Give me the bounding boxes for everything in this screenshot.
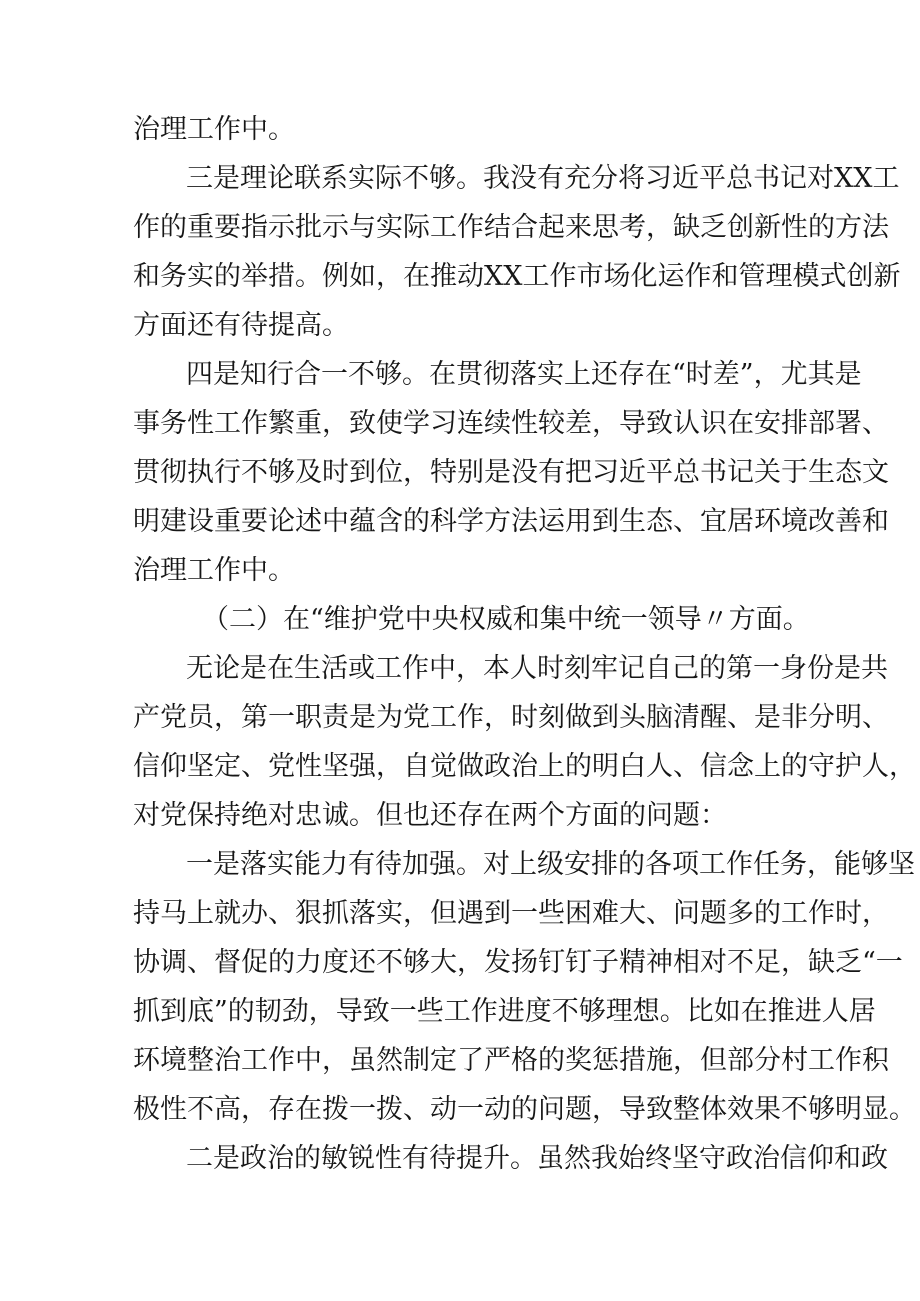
text-line: 抓到底”的韧劲，导致一些工作进度不够理想。比如在推进人居 — [133, 996, 876, 1027]
text-line: 和务实的举措。例如，在推动XX工作市场化运作和管理模式创新 — [133, 261, 901, 292]
text-line: 产党员，第一职责是为党工作，时刻做到头脑清醒、是非分明、 — [133, 702, 889, 733]
text-line: 协调、督促的力度还不够大，发扬钉钉子精神相对不足，缺乏“一 — [133, 947, 903, 978]
text-line: 三是理论联系实际不够。我没有充分将习近平总书记对XX工 — [186, 163, 900, 194]
text-line: 治理工作中。 — [133, 114, 295, 145]
text-line: 事务性工作繁重，致使学习连续性较差，导致认识在安排部署、 — [133, 408, 889, 439]
text-line: 极性不高，存在拨一拨、动一动的问题，导致整体效果不够明显。 — [133, 1094, 916, 1125]
section-heading: （二）在“维护党中央权威和集中统一领导〃方面。 — [202, 604, 810, 635]
text-line: 贯彻执行不够及时到位，特别是没有把习近平总书记关于生态文 — [133, 457, 889, 488]
text-line: 四是知行合一不够。在贯彻落实上还存在“时差”，尤其是 — [186, 359, 862, 390]
text-line: 方面还有待提高。 — [133, 310, 349, 341]
text-line: 无论是在生活或工作中，本人时刻牢记自己的第一身份是共 — [186, 653, 888, 684]
text-line: 对党保持绝对忠诚。但也还存在两个方面的问题： — [133, 800, 727, 831]
text-line: 作的重要指示批示与实际工作结合起来思考，缺乏创新性的方法 — [133, 212, 889, 243]
text-line: 持马上就办、狠抓落实，但遇到一些困难大、问题多的工作时， — [133, 898, 889, 929]
text-line: 一是落实能力有待加强。对上级安排的各项工作任务，能够坚 — [186, 849, 915, 880]
text-line: 信仰坚定、党性坚强，自觉做政治上的明白人、信念上的守护人， — [133, 751, 916, 782]
text-line: 环境整治工作中，虽然制定了严格的奖惩措施，但部分村工作积 — [133, 1045, 889, 1076]
text-line: 治理工作中。 — [133, 555, 295, 586]
text-line: 二是政治的敏锐性有待提升。虽然我始终坚守政治信仰和政 — [186, 1143, 888, 1174]
text-line: 明建设重要论述中蕴含的科学方法运用到生态、宜居环境改善和 — [133, 506, 889, 537]
